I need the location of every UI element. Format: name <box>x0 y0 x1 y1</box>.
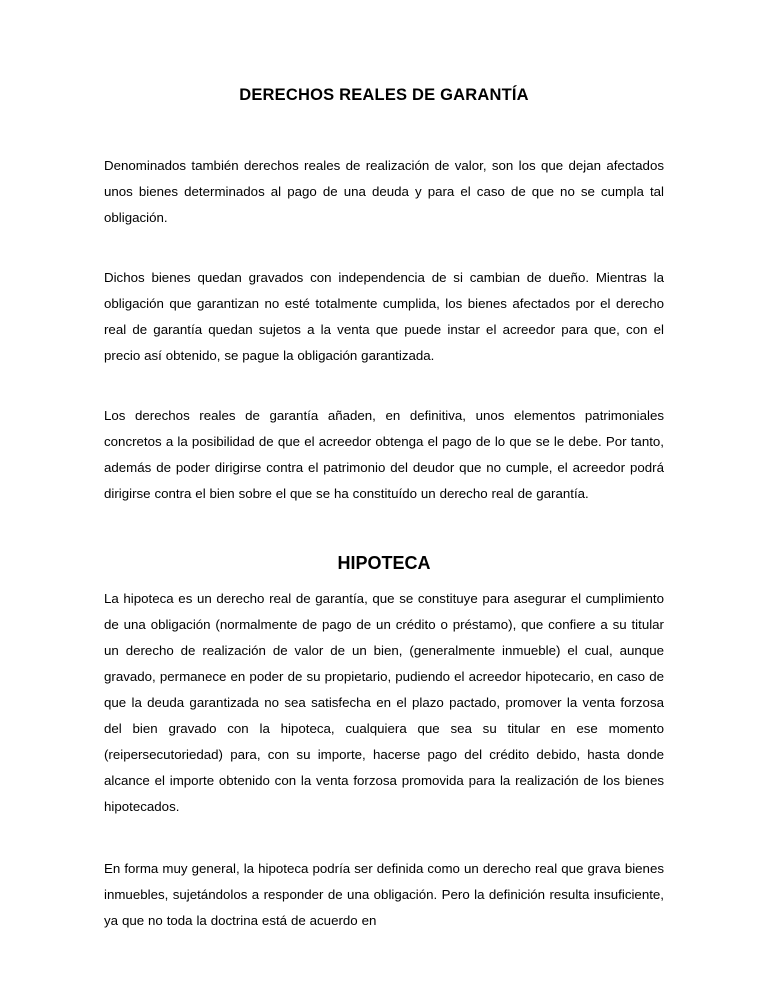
page-title: DERECHOS REALES DE GARANTÍA <box>239 86 529 104</box>
paragraph-1: Denominados también derechos reales de realización de valor, son los que dejan afectados unos bienes determinados al pago de una deuda y para el caso de que no se cumpla tal obligación. <box>104 158 664 225</box>
spacer <box>104 231 664 265</box>
spacer <box>104 820 664 856</box>
paragraph-5: En forma muy general, la hipoteca podría ser definida como un derecho real que grava bienes inmuebles, sujetándolos a responder de una obligación. Pero la definición resulta insuficiente, ya que no toda la doctrina está de acuerdo en <box>104 861 664 928</box>
paragraph-3: Los derechos reales de garantía añaden, en definitiva, unos elementos patrimoniales concretos a la posibilidad de que el acreedor obtenga el pago de lo que se le debe. Por tanto, además de poder dirigirse contra el patrimonio del deudor que no cumple, el acreedor podrá dirigirse contra el bien sobre el que se ha constituído un derecho real de garantía. <box>104 408 664 501</box>
paragraph-4: La hipoteca es un derecho real de garantía, que se constituye para asegurar el cumplimiento de una obligación (normalmente de pago de un crédito o préstamo), que confiere a su titular un derecho de realización de valor de un bien, (generalmente inmueble) el cual, aunque gravado, permanece en poder de su propietario, pudiendo el acreedor hipotecario, en caso de que la deuda garantizada no sea satisfecha en el plazo pactado, promover la venta forzosa del bien gravado con la hipoteca, cualquiera que sea su titular en ese momento (reipersecutoriedad) para, con su importe, hacerse pago del crédito debido, hasta donde alcance el importe obtenido con la venta forzosa promovida para la realización de los bienes hipotecados. <box>104 591 664 814</box>
paragraph-2: Dichos bienes quedan gravados con independencia de si cambian de dueño. Mientras la obligación que garantizan no esté totalmente cumplida, los bienes afectados por el derecho real de garantía quedan sujetos a la venta que puede instar el acreedor para que, con el precio así obtenido, se pague la obligación garantizada. <box>104 270 664 363</box>
spacer <box>104 507 664 553</box>
spacer <box>104 369 664 403</box>
spacer <box>104 574 664 586</box>
spacer <box>104 105 664 153</box>
section-heading-hipoteca: HIPOTECA <box>337 553 431 573</box>
